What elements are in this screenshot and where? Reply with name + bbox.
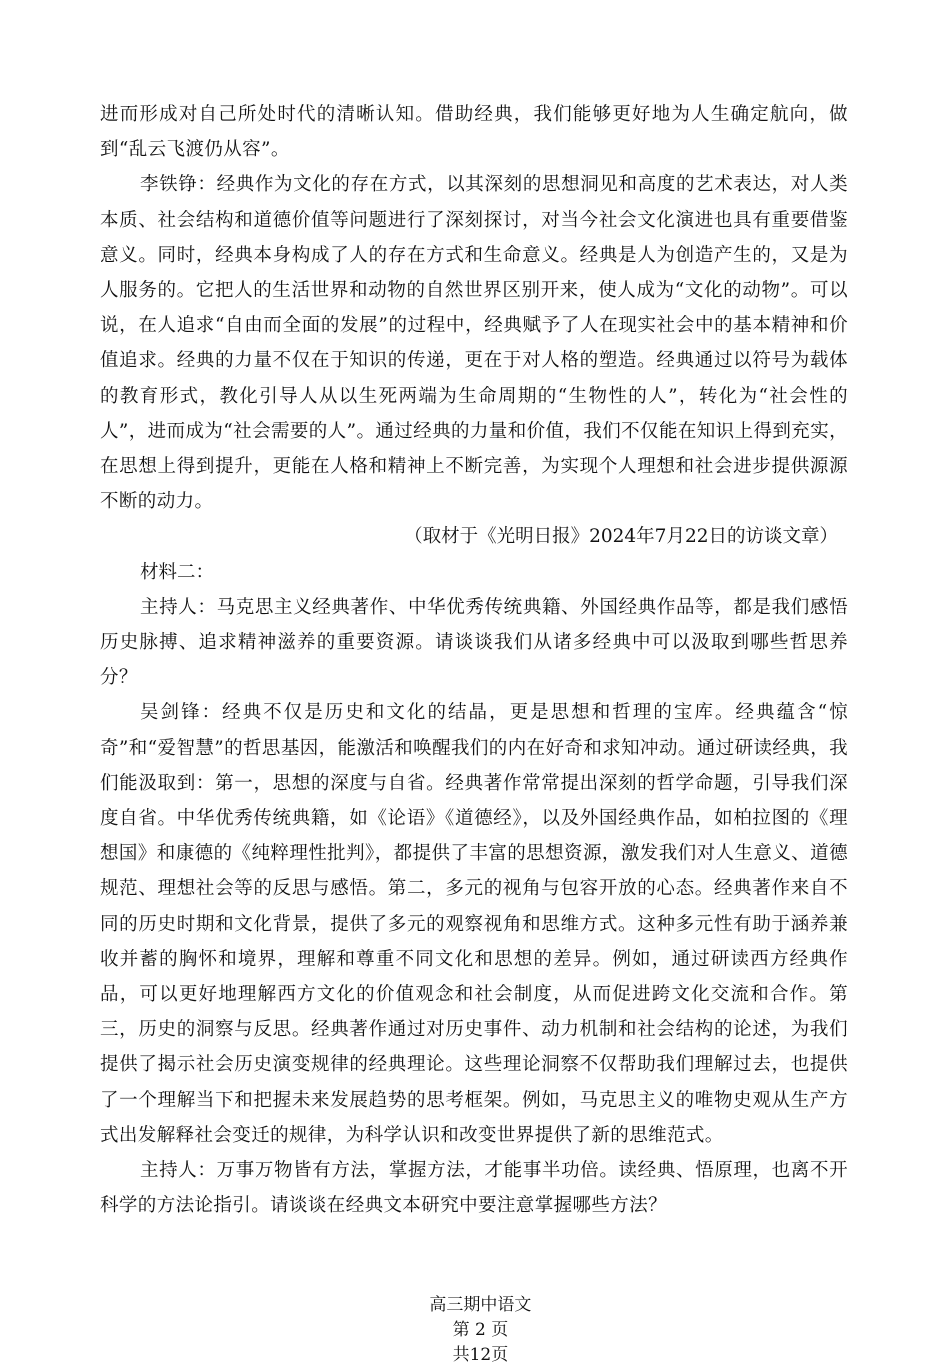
page-footer — [0, 1270, 950, 1365]
footer-page-number: 第 2 页 — [452, 1320, 509, 1340]
paragraph-continued: 进而形成对自己所处时代的清晰认知。借助经典，我们能够更好地为人生确定航向，做到“乱云飞渡仍从容”。 — [100, 104, 848, 161]
source-citation: （取材于《光明日报》2024年7月22日的访谈文章） — [404, 526, 838, 548]
section-label-material-two: 材料二： — [140, 561, 215, 583]
document-body — [100, 97, 848, 1224]
paragraph-wu-jianfeng: 吴剑锋：经典不仅是历史和文化的结晶，更是思想和哲理的宝库。经典蕴含“惊奇”和“爱智慧”的哲思基因，能激活和唤醒我们的内在好奇和求知冲动。通过研读经典，我们能汲取到：第一，思想的深度与自省。经典著作常常提出深刻的哲学命题，引导我们深度自省。中华优秀传统典籍，如《论语》《道德经》，以及外国经典作品，如柏拉图的《理想国》和康德的《纯粹理性批判》，都提供了丰富的思想资源，激发我们对人生意义、道德规范、理想社会等的反思与感悟。第二，多元的视角与包容开放的心态。经典著作来自不同的历史时期和文化背景，提供了多元的观察视角和思维方式。这种多元性有助于涵养兼收并蓄的胸怀和境界，理解和尊重不同文化和思想的差异。例如，通过研读西方经典作品，可以更好地理解西方文化的价值观念和社会制度，从而促进跨文化交流和合作。第三，历史的洞察与反思。经典著作通过对历史事件、动力机制和社会结构的论述，为我们提供了揭示社会历史演变规律的经典理论。这些理论洞察不仅帮助我们理解过去，也提供了一个理解当下和把握未来发展趋势的思考框架。例如，马克思主义的唯物史观从生产方式出发解释社会变迁的规律，为科学认识和改变世界提供了新的思维范式。 — [100, 702, 848, 1146]
footer-exam-name: 高三期中语文 — [429, 1295, 532, 1315]
paragraph-host-question-1: 主持人：马克思主义经典著作、中华优秀传统典籍、外国经典作品等，都是我们感悟历史脉搏、追求精神滋养的重要资源。请谈谈我们从诸多经典中可以汲取到哪些哲思养分？ — [100, 596, 848, 689]
paragraph-host-question-2: 主持人：万事万物皆有方法，掌握方法，才能事半功倍。读经典、悟原理，也离不开科学的方法论指引。请谈谈在经典文本研究中要注意掌握哪些方法？ — [100, 1160, 848, 1217]
footer-total-pages: 共12页 — [452, 1345, 509, 1365]
paragraph-li-tiezheng: 李铁铮：经典作为文化的存在方式，以其深刻的思想洞见和高度的艺术表达，对人类本质、社会结构和道德价值等问题进行了深刻探讨，对当今社会文化演进也具有重要借鉴意义。同时，经典本身构成了人的存在方式和生命意义。经典是人为创造产生的，又是为人服务的。它把人的生活世界和动物的自然世界区别开来，使人成为“文化的动物”。可以说，在人追求“自由而全面的发展”的过程中，经典赋予了人在现实社会中的基本精神和价值追求。经典的力量不仅在于知识的传递，更在于对人格的塑造。经典通过以符号为载体的教育形式，教化引导人从以生死两端为生命周期的“生物性的人”，转化为“社会性的人”，进而成为“社会需要的人”。通过经典的力量和价值，我们不仅能在知识上得到充实，在思想上得到提升，更能在人格和精神上不断完善，为实现个人理想和社会进步提供源源不断的动力。 — [100, 174, 848, 513]
